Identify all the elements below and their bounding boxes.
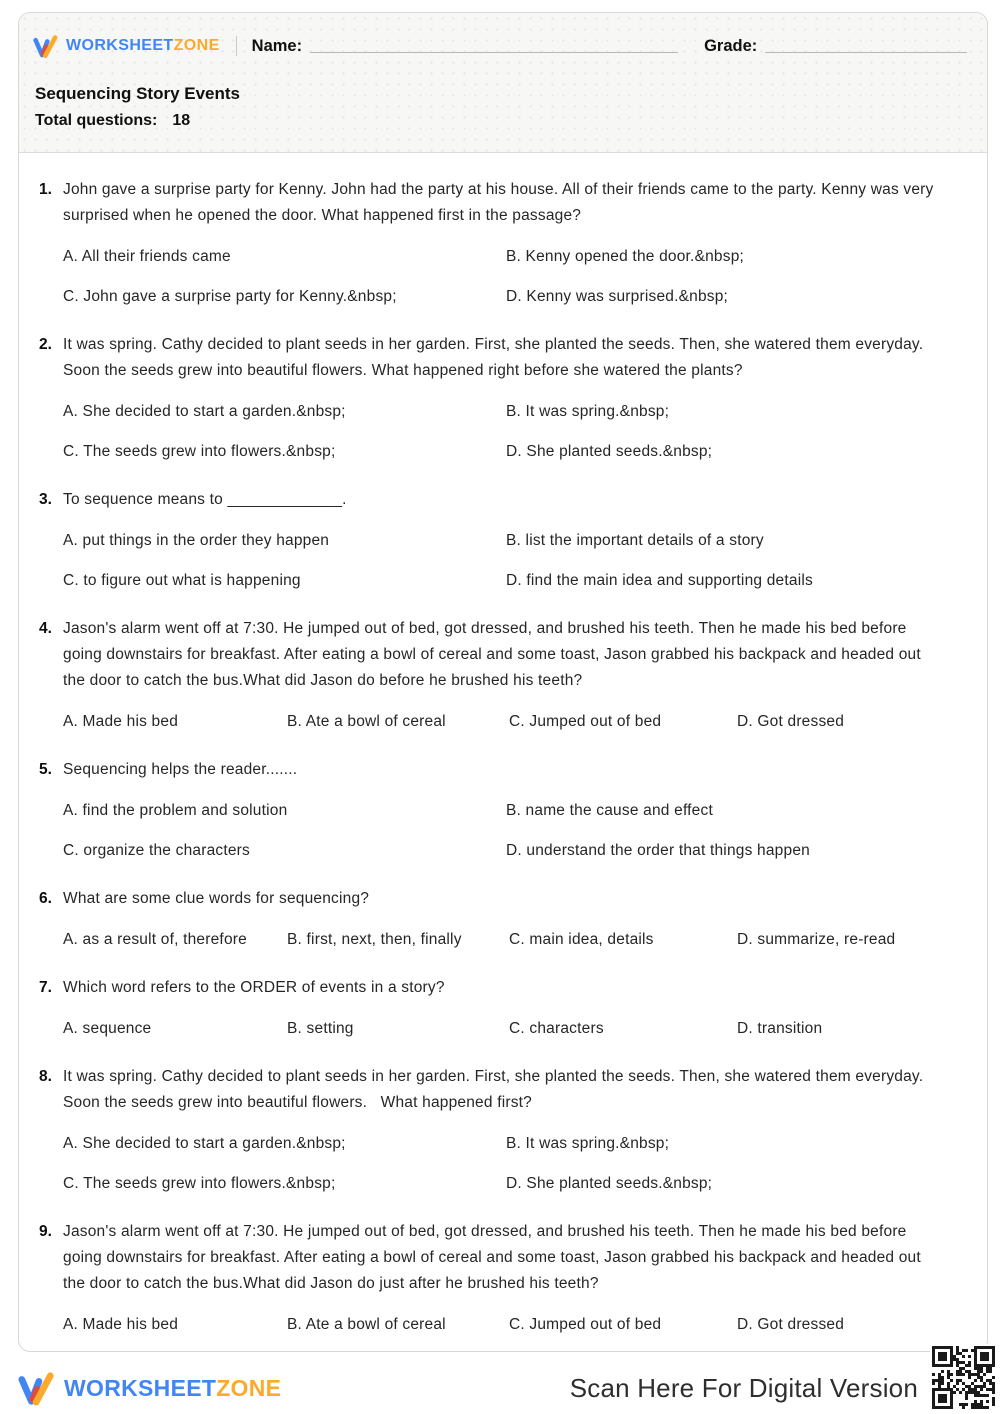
question-body [63,177,941,310]
brand-worksheet-text: WORKSHEET [66,37,174,54]
question-text: John gave a surprise party for Kenny. John had the party at his house. All of their friends came to the party. Kenny was very surprised when he opened the door. What happened first in the passage? [63,181,939,224]
option-D: D. understand the order that things happen [506,842,810,859]
question-text: It was spring. Cathy decided to plant seeds in her garden. First, she planted the seeds. Then, she watered them everyday. Soon the seeds grew into beautiful flowers. What happened right before she watered the plants? [63,336,928,379]
worksheet-card [18,12,988,1352]
answer-options [63,528,941,594]
option-D: D. summarize, re-read [737,931,896,948]
question-8 [39,1064,941,1197]
option-B: B. first, next, then, finally [287,931,462,948]
option-D: D. Got dressed [737,713,845,730]
answer-options [63,798,941,864]
option-A: A. Made his bed [63,1316,179,1333]
answer-options [63,399,941,465]
question-text: Jason's alarm went off at 7:30. He jumped out of bed, got dressed, and brushed his teeth. Then he made his bed before going downstairs for breakfast. After eating a bowl of cereal and some toast, Jason grabbed his backpack and headed out the door to catch the bus.What did Jason do before he brushed his teeth? [63,620,926,689]
footer [0,1352,1000,1414]
answer-options [63,1131,941,1197]
total-questions-row [35,112,967,130]
option-A: A. as a result of, therefore [63,931,247,948]
question-body [63,886,941,953]
option-C: C. characters [509,1020,604,1037]
scan-here-text: Scan Here For Digital Version [569,1372,918,1403]
question-number: 7. [39,979,52,996]
question-1 [39,177,941,310]
option-C: C. main idea, details [509,931,654,948]
worksheet-header [19,13,987,153]
question-body [63,332,941,465]
brand-wordmark [66,37,220,55]
option-B: B. setting [287,1020,354,1037]
option-B: B. Ate a bowl of cereal [287,1316,446,1333]
total-questions-value: 18 [172,112,191,129]
option-A: A. sequence [63,1020,152,1037]
question-2 [39,332,941,465]
brand-zone-text: ZONE [173,37,220,54]
option-A: A. She decided to start a garden.&nbsp; [63,1135,346,1152]
question-text: Which word refers to the ORDER of events in a story? [63,979,445,996]
answer-options [63,927,941,953]
name-label: Name: [251,36,303,55]
question-body [63,616,941,735]
question-6 [39,886,941,953]
footer-brand-zone-text: ZONE [216,1374,282,1401]
option-C: C. organize the characters [63,842,250,859]
option-D: D. She planted seeds.&nbsp; [506,1175,713,1192]
option-C: C. Jumped out of bed [509,713,662,730]
question-number: 3. [39,491,52,508]
answer-options [63,709,941,735]
worksheetzone-logo-icon [33,32,59,60]
option-B: B. It was spring.&nbsp; [506,1135,670,1152]
option-B: B. It was spring.&nbsp; [506,403,670,420]
question-body [63,1219,941,1338]
question-body [63,1064,941,1197]
option-D: D. transition [737,1020,823,1037]
questions-list [19,153,987,1338]
question-number: 9. [39,1223,52,1240]
qr-code [930,1344,997,1411]
header-row [33,29,967,63]
option-A: A. put things in the order they happen [63,532,330,549]
question-text: It was spring. Cathy decided to plant seeds in her garden. First, she planted the seeds. Then, she watered them everyday. Soon the seeds grew into beautiful flowers. What happened first? [63,1068,928,1111]
question-number: 1. [39,181,52,198]
option-D: D. Kenny was surprised.&nbsp; [506,288,729,305]
answer-options [63,1312,941,1338]
option-C: C. The seeds grew into flowers.&nbsp; [63,443,336,460]
option-B: B. Ate a bowl of cereal [287,713,446,730]
footer-brand-logo [18,1368,281,1408]
question-3 [39,487,941,594]
question-4 [39,616,941,735]
option-A: A. Made his bed [63,713,179,730]
answer-options [63,244,941,310]
question-text: Sequencing helps the reader....... [63,761,298,778]
question-number: 5. [39,761,52,778]
brand-logo [33,32,220,60]
question-body [63,757,941,864]
grade-label: Grade: [704,36,758,55]
option-C: C. John gave a surprise party for Kenny.&nbsp; [63,288,397,305]
question-number: 4. [39,620,52,637]
question-5 [39,757,941,864]
name-fill-line [310,39,678,53]
question-text: What are some clue words for sequencing? [63,890,370,907]
answer-options [63,1016,941,1042]
option-A: A. All their friends came [63,248,231,265]
question-text: Jason's alarm went off at 7:30. He jumped out of bed, got dressed, and brushed his teeth. Then he made his bed before going downstairs for breakfast. After eating a bowl of cereal and some toast, Jason grabbed his backpack and headed out the door to catch the bus.What did Jason do just after he brushed his teeth? [63,1223,926,1292]
option-B: B. name the cause and effect [506,802,713,819]
question-body [63,487,941,594]
option-A: A. find the problem and solution [63,802,288,819]
question-number: 2. [39,336,52,353]
grade-fill-line [765,39,967,53]
worksheetzone-logo-icon [18,1368,56,1408]
question-9 [39,1219,941,1338]
footer-brand-wordmark [64,1375,281,1402]
worksheet-title: Sequencing Story Events [35,84,240,103]
question-text: To sequence means to _____________. [63,491,347,508]
option-B: B. Kenny opened the door.&nbsp; [506,248,745,265]
question-number: 8. [39,1068,52,1085]
option-D: D. Got dressed [737,1316,845,1333]
footer-brand-worksheet-text: WORKSHEET [64,1374,217,1401]
option-C: C. The seeds grew into flowers.&nbsp; [63,1175,336,1192]
option-C: C. Jumped out of bed [509,1316,662,1333]
question-number: 6. [39,890,52,907]
option-D: D. find the main idea and supporting details [506,572,813,589]
option-A: A. She decided to start a garden.&nbsp; [63,403,346,420]
option-C: C. to figure out what is happening [63,572,301,589]
question-7 [39,975,941,1042]
option-B: B. list the important details of a story [506,532,764,549]
total-questions-label: Total questions: [35,112,158,129]
question-body [63,975,941,1042]
option-D: D. She planted seeds.&nbsp; [506,443,713,460]
header-divider [236,36,237,56]
